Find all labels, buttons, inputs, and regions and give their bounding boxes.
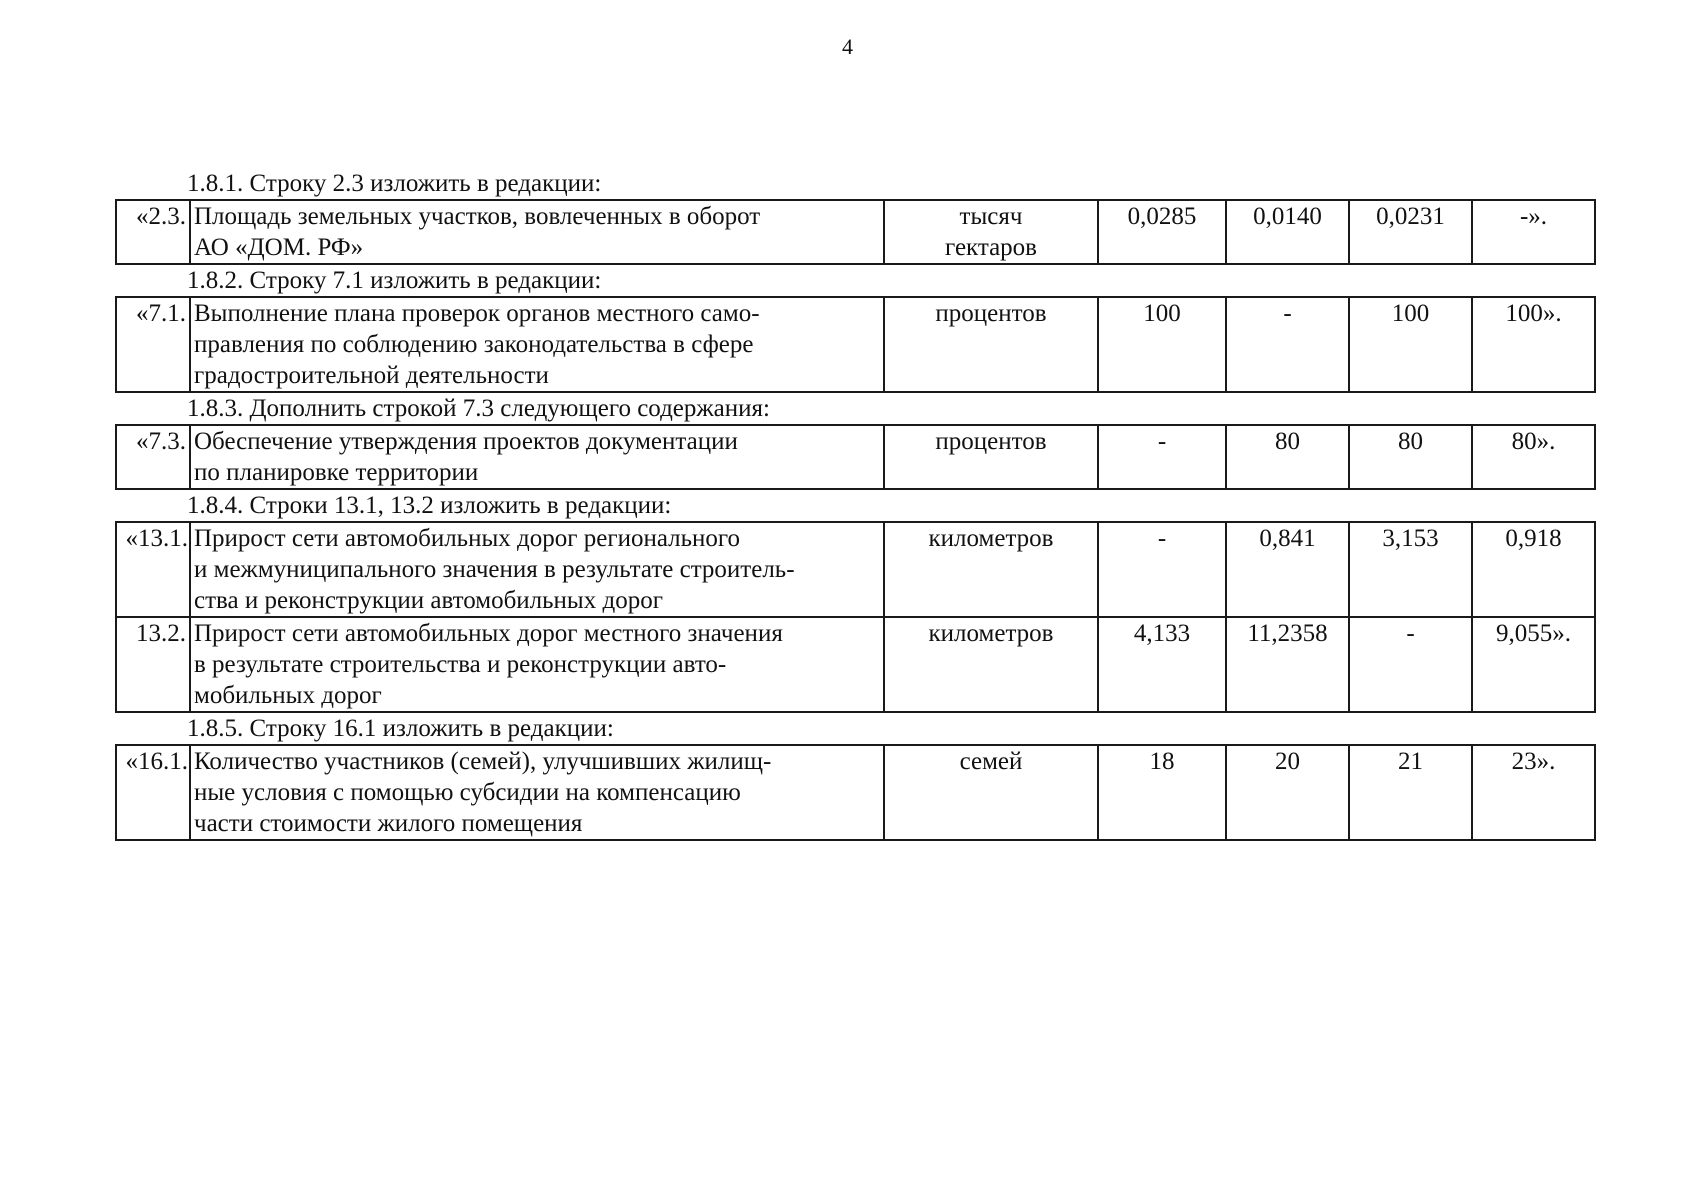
indicator-name-line: ные условия с помощью субсидии на компенсацию	[194, 779, 741, 806]
value-cell-3: 0,0231	[1349, 200, 1472, 264]
indicator-name	[190, 745, 884, 840]
value-cell-1: 4,133	[1098, 617, 1226, 712]
unit-of-measure	[884, 425, 1098, 489]
value-cell-2: 0,841	[1226, 522, 1349, 617]
indicator-name-line: мобильных дорог	[194, 682, 382, 709]
unit-line: процентов	[935, 300, 1047, 327]
value-cell-3: 3,153	[1349, 522, 1472, 617]
row-number: «7.1.	[116, 297, 190, 392]
indicator-name-line: градостроительной деятельности	[194, 362, 549, 389]
value-cell-3: 80	[1349, 425, 1472, 489]
unit-line: процентов	[935, 428, 1047, 455]
indicator-name-line: по планировке территории	[194, 459, 479, 486]
indicator-name	[190, 297, 884, 392]
value-cell-2: -	[1226, 297, 1349, 392]
unit-line: километров	[928, 525, 1054, 552]
indicator-name-line: Прирост сети автомобильных дорог местного значения	[194, 620, 783, 647]
indicator-name-line: АО «ДОМ. РФ»	[194, 234, 364, 261]
amendment-table-13	[115, 521, 1596, 713]
unit-of-measure	[884, 200, 1098, 264]
value-cell-1: 100	[1098, 297, 1226, 392]
value-cell-1: 0,0285	[1098, 200, 1226, 264]
indicator-name-line: ства и реконструкции автомобильных дорог	[194, 587, 663, 614]
value-cell-4: 100».	[1472, 297, 1595, 392]
page-number: 4	[842, 34, 853, 59]
value-cell-1: -	[1098, 425, 1226, 489]
value-cell-3: -	[1349, 617, 1472, 712]
document-body	[115, 168, 1594, 841]
indicator-name-line: и межмуниципального значения в результате строитель-	[194, 556, 795, 583]
amendment-table-16-1	[115, 744, 1596, 841]
indicator-name	[190, 522, 884, 617]
value-cell-4: -».	[1472, 200, 1595, 264]
row-number: «2.3.	[116, 200, 190, 264]
table-row	[116, 200, 1595, 264]
instruction-1-8-2: 1.8.2. Строку 7.1 изложить в редакции:	[187, 267, 602, 294]
unit-of-measure	[884, 617, 1098, 712]
row-number: «16.1.	[116, 745, 190, 840]
indicator-name-line: Количество участников (семей), улучшивших жилищ-	[194, 748, 772, 775]
value-cell-2: 20	[1226, 745, 1349, 840]
indicator-name-line: части стоимости жилого помещения	[194, 810, 583, 837]
row-number: «7.3.	[116, 425, 190, 489]
indicator-name	[190, 617, 884, 712]
value-cell-1: -	[1098, 522, 1226, 617]
value-cell-2: 11,2358	[1226, 617, 1349, 712]
value-cell-4: 80».	[1472, 425, 1595, 489]
value-cell-4: 0,918	[1472, 522, 1595, 617]
indicator-name-line: Прирост сети автомобильных дорог регионального	[194, 525, 741, 552]
indicator-name-line: в результате строительства и реконструкции авто-	[194, 651, 727, 678]
amendment-table-7-1	[115, 296, 1596, 393]
unit-line: гектаров	[945, 234, 1037, 261]
indicator-name-line: правления по соблюдению законодательства в сфере	[194, 331, 754, 358]
indicator-name-line: Обеспечение утверждения проектов документации	[194, 428, 738, 455]
value-cell-2: 0,0140	[1226, 200, 1349, 264]
value-cell-1: 18	[1098, 745, 1226, 840]
unit-line: тысяч	[959, 203, 1023, 230]
instruction-1-8-1: 1.8.1. Строку 2.3 изложить в редакции:	[187, 170, 602, 197]
value-cell-2: 80	[1226, 425, 1349, 489]
value-cell-3: 100	[1349, 297, 1472, 392]
value-cell-4: 9,055».	[1472, 617, 1595, 712]
row-number: 13.2.	[116, 617, 190, 712]
table-row	[116, 522, 1595, 617]
unit-line: семей	[959, 748, 1023, 775]
unit-of-measure	[884, 745, 1098, 840]
table-row	[116, 617, 1595, 712]
table-row	[116, 425, 1595, 489]
instruction-1-8-3: 1.8.3. Дополнить строкой 7.3 следующего содержания:	[187, 395, 770, 422]
amendment-table-2-3	[115, 199, 1596, 265]
table-row	[116, 297, 1595, 392]
unit-of-measure	[884, 522, 1098, 617]
instruction-1-8-4: 1.8.4. Строки 13.1, 13.2 изложить в редакции:	[187, 492, 672, 519]
row-number: «13.1.	[116, 522, 190, 617]
indicator-name	[190, 200, 884, 264]
table-row	[116, 745, 1595, 840]
unit-of-measure	[884, 297, 1098, 392]
value-cell-4: 23».	[1472, 745, 1595, 840]
amendment-table-7-3	[115, 424, 1596, 490]
unit-line: километров	[928, 620, 1054, 647]
indicator-name	[190, 425, 884, 489]
indicator-name-line: Площадь земельных участков, вовлеченных в оборот	[194, 203, 761, 230]
value-cell-3: 21	[1349, 745, 1472, 840]
indicator-name-line: Выполнение плана проверок органов местного само-	[194, 300, 760, 327]
instruction-1-8-5: 1.8.5. Строку 16.1 изложить в редакции:	[187, 715, 614, 742]
